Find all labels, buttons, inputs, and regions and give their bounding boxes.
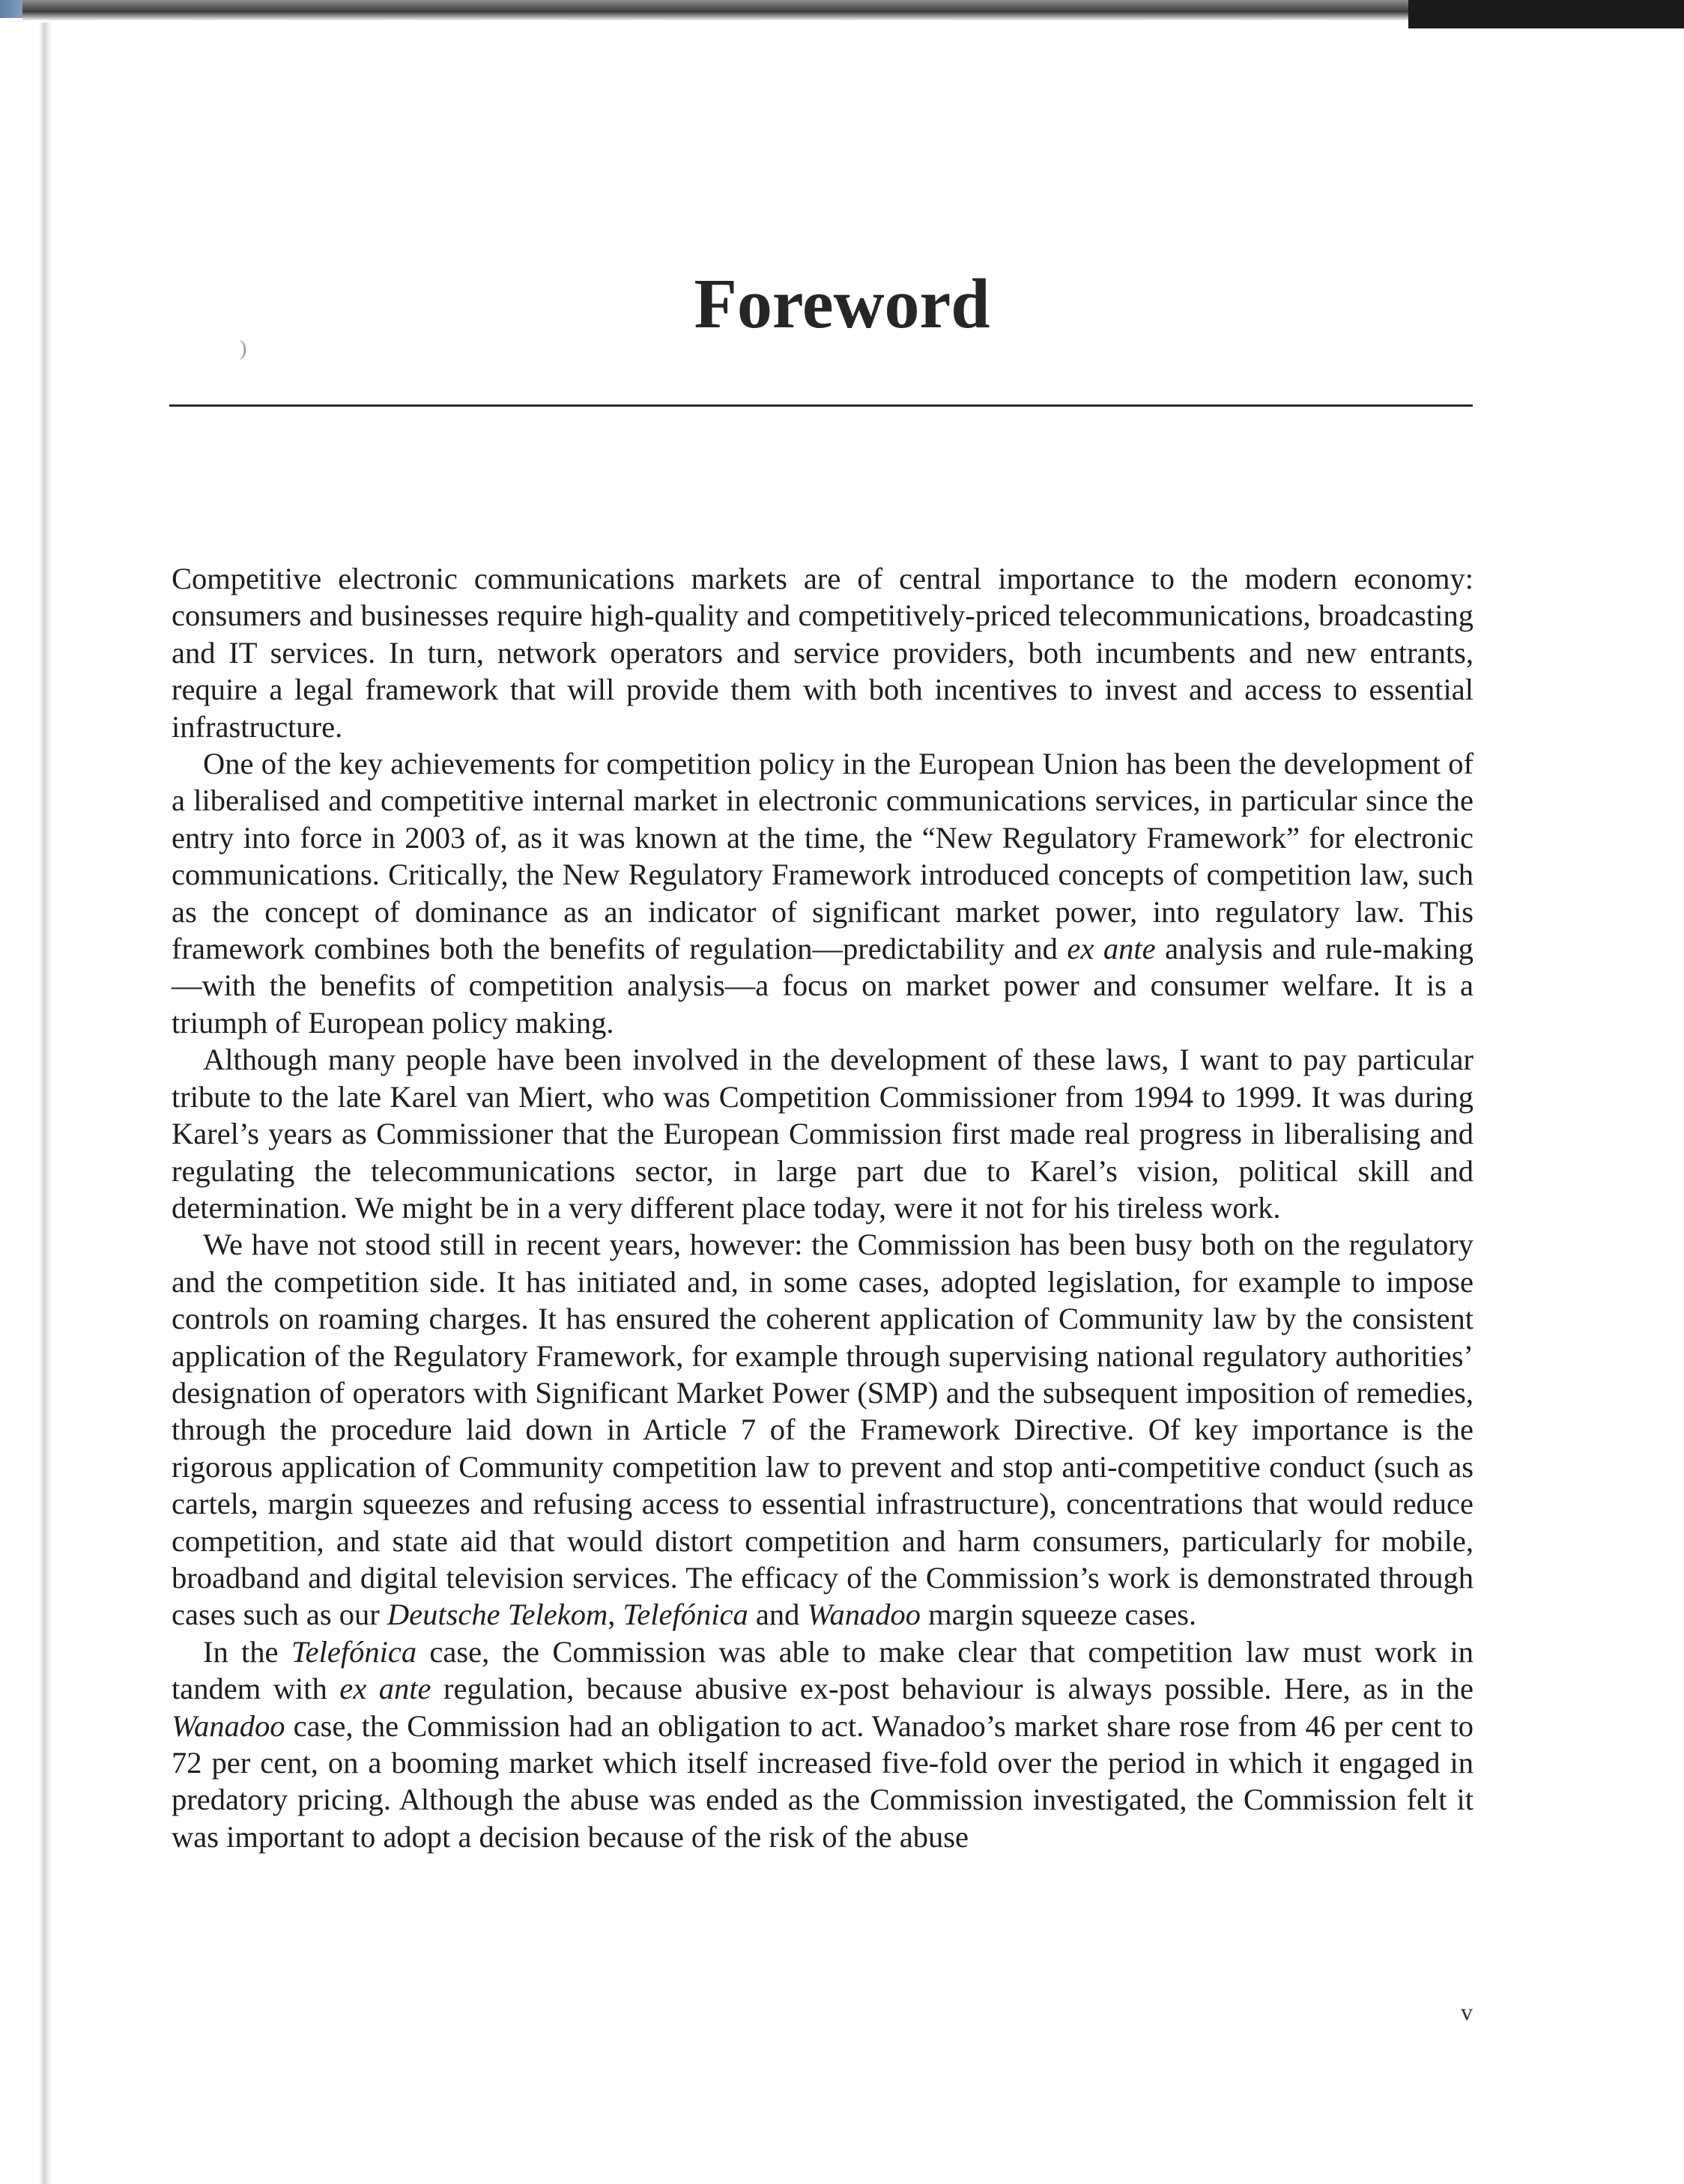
paragraph-text: regulation, because abusive ex-post behaviour is always possible. Here, as in the (431, 1672, 1474, 1706)
paragraph-text: Although many people have been involved in the development of these laws, I want to pay particular tribute to the late Karel van Miert, who was Competition Commissioner from 1994 to 1999. It was during Karel’s years as Commissioner that the European Commission first made real progress in liberalising and regulating the telecommunications sector, in large part due to Karel’s vision, political skill and determination. We might be in a very different place today, were it not for his tireless work. (172, 1043, 1474, 1225)
italic-text: Wanadoo (172, 1708, 285, 1743)
paragraph (172, 1634, 1474, 1855)
foreword-body (172, 560, 1474, 1855)
paragraph-text: In the (203, 1634, 291, 1669)
paragraph-text: One of the key achievements for competition policy in the European Union has been the development of a liberalised and competitive internal market in electronic communications services, in particular since the entry into force in 2003 of, as it was known at the time, the “New Regulatory Framework” for electronic communications. Critically, the New Regulatory Framework introduced concepts of competition law, such as the concept of dominance as an indicator of significant market power, into regulatory law. This framework combines both the benefits of regulation—predictability and (172, 747, 1474, 966)
paragraph-text: case, the Commission had an obligation to act. Wanadoo’s market share rose from 46 per cent to 72 per cent, on a booming market which itself increased five-fold over the period in which it engaged in predatory pricing. Although the abuse was ended as the Commission investigated, the Commission felt it was important to adopt a decision because of the risk of the abuse (172, 1708, 1474, 1854)
italic-text: Telefónica (623, 1598, 748, 1632)
paragraph (172, 745, 1474, 1041)
page-scan-top-shadow (1408, 0, 1684, 28)
paragraph (172, 560, 1474, 745)
italic-text: ex ante (1067, 932, 1156, 966)
paragraph (172, 1041, 1474, 1226)
stray-mark: ) (240, 337, 247, 360)
italic-text: Deutsche Telekom (387, 1598, 608, 1632)
page-scan-binding-edge (39, 22, 52, 2184)
paragraph-text: and (748, 1598, 808, 1632)
italic-text: ex ante (339, 1672, 431, 1706)
paragraph-text: Competitive electronic communications markets are of central importance to the modern economy: consumers and businesses require high-quality and competitively-priced telecommunications, broadcasting and IT services. In turn, network operators and service providers, both incumbents and new entrants, require a legal framework that will provide them with both incentives to invest and access to essential infrastructure. (172, 562, 1474, 744)
page-number: v (1461, 1998, 1473, 2025)
italic-text: Telefónica (291, 1634, 417, 1669)
paragraph-text: case, the Commission was able to make clear that competition law must work in tandem with (172, 1634, 1474, 1706)
italic-text: Wanadoo (807, 1598, 921, 1632)
title-rule (169, 404, 1473, 407)
paragraph (172, 1226, 1474, 1633)
paragraph-text: , (608, 1598, 623, 1632)
paragraph-text: margin squeeze cases. (921, 1598, 1197, 1632)
paragraph-text: We have not stood still in recent years, however: the Commission has been busy both on the regulatory and the competition side. It has initiated and, in some cases, adopted legislation, for example to impose controls on roaming charges. It has ensured the coherent application of Community law by the consistent application of the Regulatory Framework, for example through supervising national regulatory authorities’ designation of operators with Significant Market Power (SMP) and the subsequent imposition of remedies, through the procedure laid down in Article 7 of the Framework Directive. Of key importance is the rigorous application of Community competition law to prevent and stop anti-competitive conduct (such as cartels, margin squeezes and refusing access to essential infrastructure), concentrations that would reduce competition, and state aid that would distort competition and harm consumers, particularly for mobile, broadband and digital television services. The efficacy of the Commission’s work is demonstrated through cases such as our (172, 1228, 1474, 1632)
page-title: Foreword (694, 265, 990, 343)
paragraph-text: analysis and rule-making—with the benefits of competition analysis—a focus on market power and consumer welfare. It is a triumph of European policy making. (172, 932, 1474, 1040)
